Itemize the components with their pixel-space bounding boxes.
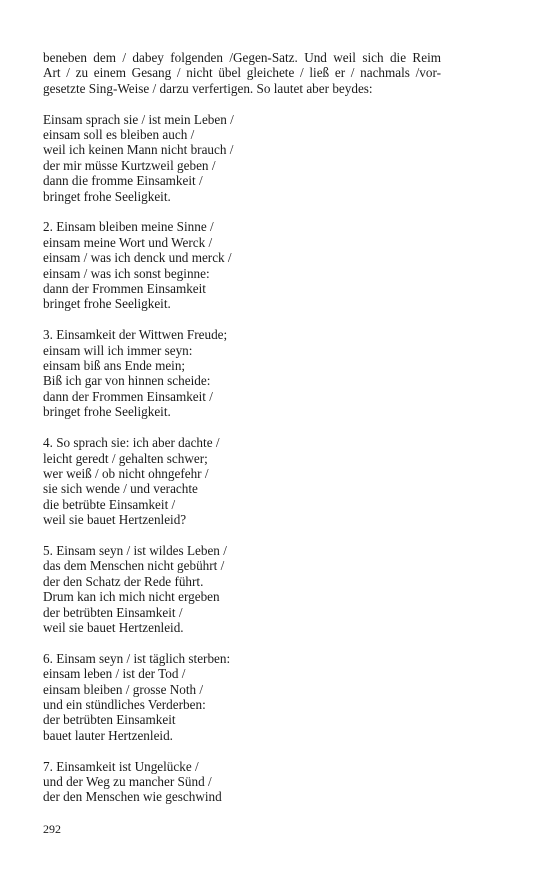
verse-line: einsam / was ich sonst beginne: xyxy=(43,265,210,281)
verse-line: 4. So sprach sie: ich aber dachte / xyxy=(43,435,220,451)
verse-line: wer weiß / ob nicht ohngefehr / xyxy=(43,465,209,481)
page-body xyxy=(43,50,443,805)
verse-line: dann der Frommen Einsamkeit xyxy=(43,281,206,297)
verse-line: weil sie bauet Hertzenleid? xyxy=(43,512,187,528)
verse-line: weil sie bauet Hertzenleid. xyxy=(43,619,184,635)
verse-line: und ein stündliches Verderben: xyxy=(43,696,206,712)
verse-line: 6. Einsam seyn / ist täglich sterben: xyxy=(43,650,231,666)
verse-line: einsam bleiben / grosse Noth / xyxy=(43,681,204,697)
verse-line: der betrübten Einsamkeit xyxy=(43,712,176,728)
verse-line: dann der Frommen Einsamkeit / xyxy=(43,388,213,404)
verse-line: einsam leben / ist der Tod / xyxy=(43,666,186,682)
verse-line: einsam biß ans Ende mein; xyxy=(43,358,186,374)
intro-paragraph xyxy=(43,50,443,96)
verse-line: der mir müsse Kurtzweil geben / xyxy=(43,157,216,173)
verse-line: einsam meine Wort und Werck / xyxy=(43,234,213,250)
verse-line: 7. Einsamkeit ist Ungelücke / xyxy=(43,758,199,774)
verse-line: 3. Einsamkeit der Wittwen Freude; xyxy=(43,327,228,343)
stanza-6 xyxy=(43,651,443,743)
verse-line: dann die fromme Einsamkeit / xyxy=(43,173,203,189)
stanza-5 xyxy=(43,543,443,635)
verse-line: der den Menschen wie geschwind xyxy=(43,789,222,805)
stanza-2 xyxy=(43,219,443,311)
intro-line: Art / zu einem Gesang / nicht übel gleichete / ließ er / nachmals /vor- xyxy=(43,65,441,81)
verse-line: 5. Einsam seyn / ist wildes Leben / xyxy=(43,542,227,558)
verse-line: bauet lauter Hertzenleid. xyxy=(43,727,173,743)
verse-line: bringet frohe Seeligkeit. xyxy=(43,188,171,204)
verse-line: Biß ich gar von hinnen scheide: xyxy=(43,373,211,389)
verse-line: einsam / was ich denck und merck / xyxy=(43,250,232,266)
verse-line: bringet frohe Seeligkeit. xyxy=(43,404,171,420)
verse-line: der den Schatz der Rede führt. xyxy=(43,573,204,589)
verse-line: weil ich keinen Mann nicht brauch / xyxy=(43,142,234,158)
verse-line: bringet frohe Seeligkeit. xyxy=(43,296,171,312)
verse-line: einsam soll es bleiben auch / xyxy=(43,127,195,143)
stanza-4 xyxy=(43,435,443,527)
intro-line: beneben dem / dabey folgenden /Gegen-Satz. Und weil sich die Reim xyxy=(43,50,441,65)
verse-line: Drum kan ich mich nicht ergeben xyxy=(43,589,220,605)
stanza-1 xyxy=(43,112,443,204)
verse-line: sie sich wende / und verachte xyxy=(43,481,198,497)
page-number: 292 xyxy=(43,822,61,836)
verse-line: leicht geredt / gehalten schwer; xyxy=(43,450,208,466)
verse-line: das dem Menschen nicht gebührt / xyxy=(43,558,225,574)
verse-line: einsam will ich immer seyn: xyxy=(43,342,193,358)
verse-line: Einsam sprach sie / ist mein Leben / xyxy=(43,111,234,127)
stanza-7 xyxy=(43,759,443,805)
intro-line: gesetzte Sing-Weise / darzu verfertigen. So lautet aber beydes: xyxy=(43,80,373,96)
verse-line: der betrübten Einsamkeit / xyxy=(43,604,183,620)
verse-line: die betrübte Einsamkeit / xyxy=(43,496,176,512)
stanza-3 xyxy=(43,327,443,419)
verse-line: und der Weg zu mancher Sünd / xyxy=(43,773,212,789)
verse-line: 2. Einsam bleiben meine Sinne / xyxy=(43,219,214,235)
